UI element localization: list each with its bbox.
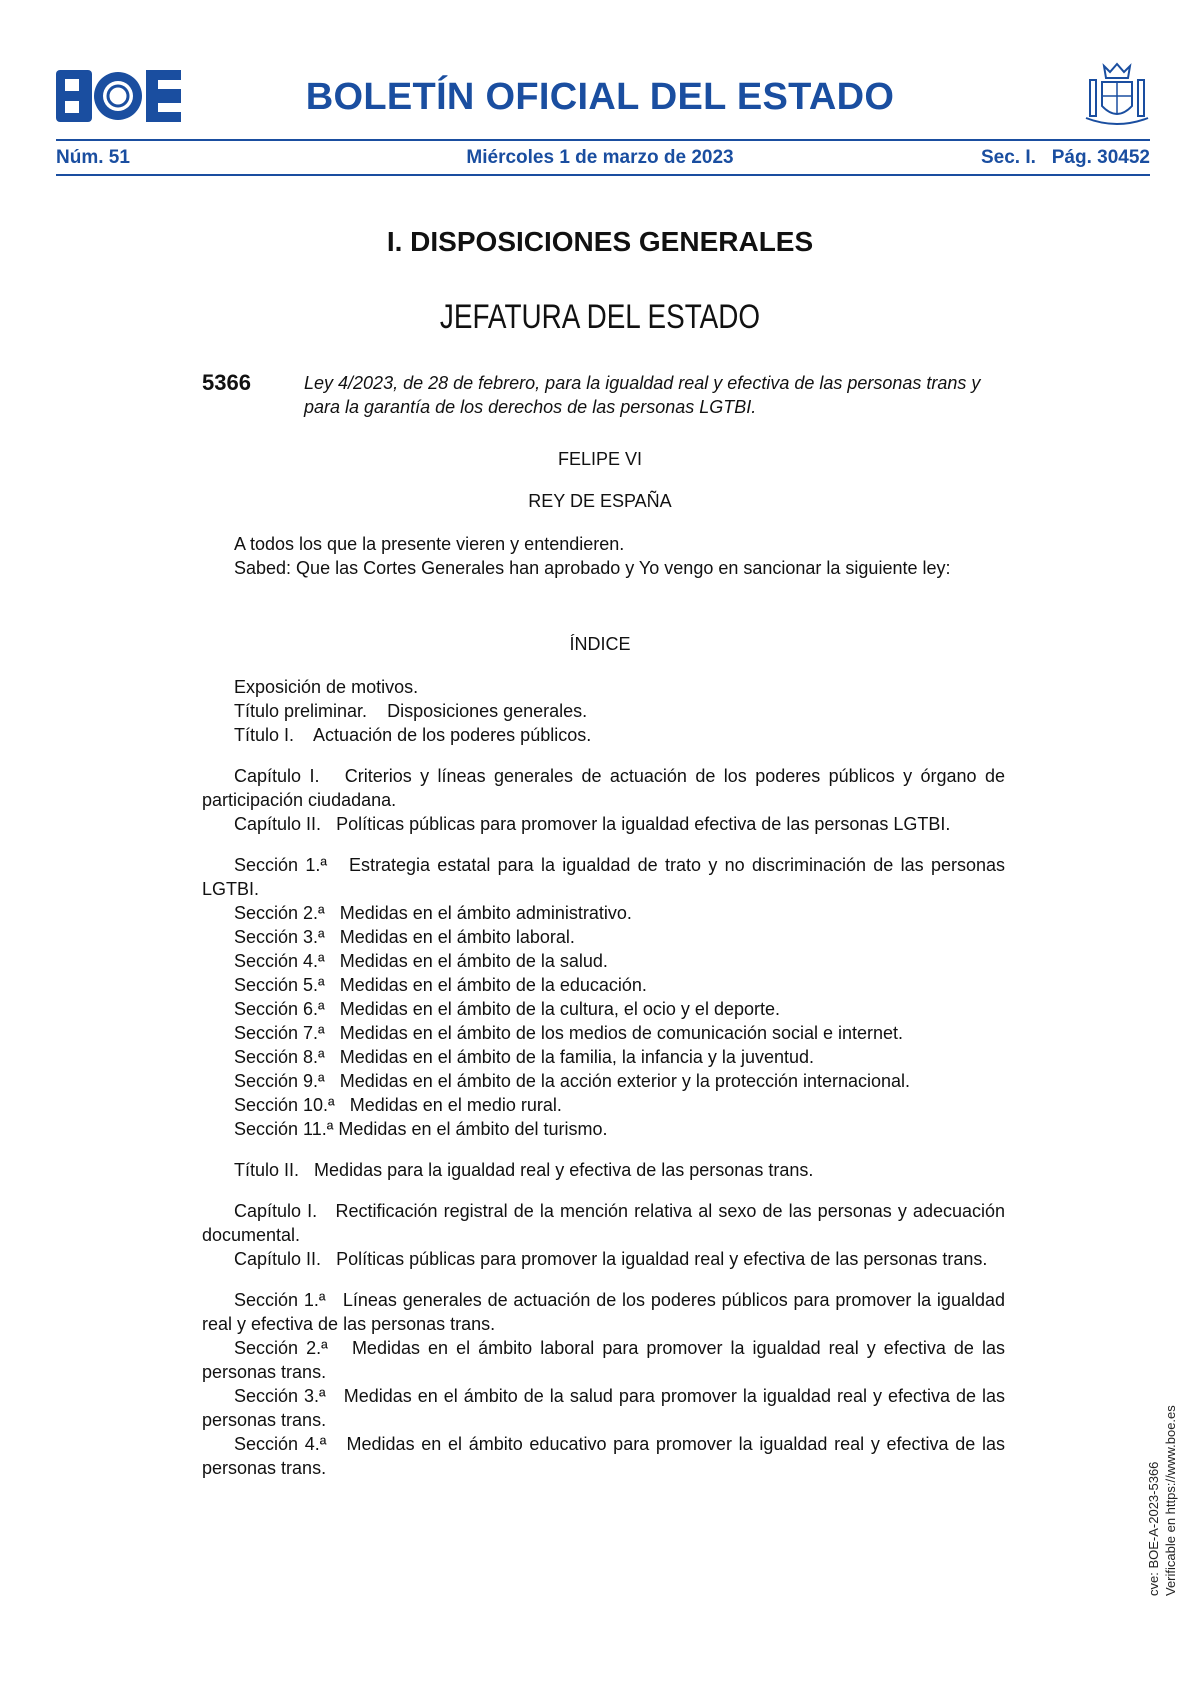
toc-label: Sección 3.ª xyxy=(234,1386,326,1406)
toc-entry xyxy=(202,1093,1005,1117)
toc-entry xyxy=(202,764,1005,812)
issue-date: Miércoles 1 de marzo de 2023 xyxy=(466,147,734,168)
toc-label: Capítulo I. xyxy=(234,1201,318,1221)
header-bottom-rule xyxy=(56,174,1150,176)
toc-entry xyxy=(202,1021,1005,1045)
monarch-title: REY DE ESPAÑA xyxy=(528,491,672,511)
toc-text: Disposiciones generales. xyxy=(387,701,588,721)
index-heading: ÍNDICE xyxy=(569,634,631,654)
toc-label: Sección 2.ª xyxy=(234,903,325,923)
toc-label: Capítulo II. xyxy=(234,1249,322,1269)
toc-text: Medidas en el ámbito de la educación. xyxy=(339,975,647,995)
toc-text: Estrategia estatal para la igualdad de trato y no discriminación de las personas LGTBI. xyxy=(202,855,1005,899)
toc-entry xyxy=(202,1336,1005,1384)
toc-entry xyxy=(202,1069,1005,1093)
toc-entry xyxy=(202,853,1005,901)
law-title: Ley 4/2023, de 28 de febrero, para la igualdad real y efectiva de las personas trans y para la garantía de los derechos de las personas LGTBI. xyxy=(304,373,981,417)
toc-label: Sección 3.ª xyxy=(234,927,325,947)
header-top-rule xyxy=(56,139,1150,141)
toc-text: Medidas en el ámbito de la cultura, el ocio y el deporte. xyxy=(339,999,780,1019)
toc-text: Criterios y líneas generales de actuación de los poderes públicos y órgano de participación ciudadana. xyxy=(202,766,1005,810)
toc-label: Sección 2.ª xyxy=(234,1338,328,1358)
toc-entry xyxy=(202,901,1005,925)
verification-url[interactable]: Verificable en https://www.boe.es xyxy=(1163,1405,1178,1596)
toc-label: Sección 4.ª xyxy=(234,1434,327,1454)
toc-text: Medidas para la igualdad real y efectiva de las personas trans. xyxy=(314,1160,814,1180)
monarch-name: FELIPE VI xyxy=(557,449,643,469)
toc-text: Medidas en el ámbito laboral para promover la igualdad real y efectiva de las personas trans. xyxy=(202,1338,1005,1382)
toc-entry xyxy=(202,949,1005,973)
toc-entry xyxy=(202,1199,1005,1247)
toc-entry xyxy=(202,973,1005,997)
toc-label: Sección 1.ª xyxy=(234,855,328,875)
toc-label: Título II. xyxy=(234,1160,300,1180)
toc-label: Sección 8.ª xyxy=(234,1047,325,1067)
toc-text: Políticas públicas para promover la igualdad efectiva de las personas LGTBI. xyxy=(336,814,951,834)
toc-label: Exposición de motivos. xyxy=(234,677,419,697)
toc-entry xyxy=(202,1117,1005,1141)
toc-label: Sección 5.ª xyxy=(234,975,325,995)
table-of-contents xyxy=(202,675,1005,1480)
toc-text: Medidas en el ámbito de los medios de comunicación social e internet. xyxy=(339,1023,904,1043)
toc-text: Medidas en el ámbito de la salud. xyxy=(339,951,608,971)
toc-text: Medidas en el medio rural. xyxy=(349,1095,562,1115)
toc-text: Medidas en el ámbito administrativo. xyxy=(339,903,632,923)
toc-label: Sección 7.ª xyxy=(234,1023,325,1043)
publication-title: BOLETÍN OFICIAL DEL ESTADO xyxy=(305,76,895,118)
toc-label: Sección 1.ª xyxy=(234,1290,326,1310)
toc-entry xyxy=(202,699,1005,723)
toc-text: Medidas en el ámbito del turismo. xyxy=(338,1119,608,1139)
issue-number: Núm. 51 xyxy=(56,147,130,168)
toc-text: Medidas en el ámbito educativo para promover la igualdad real y efectiva de las personas trans. xyxy=(202,1434,1005,1478)
toc-text: Medidas en el ámbito de la acción exterior y la protección internacional. xyxy=(339,1071,911,1091)
toc-label: Capítulo II. xyxy=(234,814,322,834)
toc-label: Capítulo I. xyxy=(234,766,320,786)
toc-text: Rectificación registral de la mención relativa al sexo de las personas y adecuación documental. xyxy=(202,1201,1006,1245)
toc-label: Sección 9.ª xyxy=(234,1071,325,1091)
toc-entry xyxy=(202,723,1005,747)
toc-label: Título I. xyxy=(234,725,295,745)
toc-label: Sección 11.ª xyxy=(234,1119,334,1139)
cve-code: cve: BOE-A-2023-5366 xyxy=(1146,1461,1161,1596)
toc-label: Sección 6.ª xyxy=(234,999,325,1019)
document-number: 5366 xyxy=(202,370,251,395)
toc-entry xyxy=(202,1432,1005,1480)
section-heading: I. DISPOSICIONES GENERALES xyxy=(386,226,814,257)
toc-entry xyxy=(202,997,1005,1021)
toc-text: Líneas generales de actuación de los poderes públicos para promover la igualdad real y efectiva de las personas trans. xyxy=(202,1290,1005,1334)
toc-entry xyxy=(202,925,1005,949)
intro-paragraph: A todos los que la presente vieren y entendieren. xyxy=(234,534,625,554)
toc-entry xyxy=(202,1288,1005,1336)
toc-text: Medidas en el ámbito de la salud para promover la igualdad real y efectiva de las personas trans. xyxy=(202,1386,1006,1430)
intro-paragraph: Sabed: Que las Cortes Generales han aprobado y Yo vengo en sancionar la siguiente ley: xyxy=(234,558,951,578)
toc-label: Título preliminar. xyxy=(234,701,368,721)
toc-entry xyxy=(202,675,1005,699)
toc-label: Sección 10.ª xyxy=(234,1095,335,1115)
toc-entry xyxy=(202,1158,1005,1182)
toc-text: Medidas en el ámbito laboral. xyxy=(339,927,575,947)
toc-text: Políticas públicas para promover la igualdad real y efectiva de las personas trans. xyxy=(336,1249,988,1269)
toc-entry xyxy=(202,812,1005,836)
toc-entry xyxy=(202,1045,1005,1069)
verification-sidebar xyxy=(1145,1405,1179,1596)
toc-entry xyxy=(202,1247,1005,1271)
toc-label: Sección 4.ª xyxy=(234,951,325,971)
boe-logo xyxy=(56,70,181,122)
coat-of-arms-icon xyxy=(1084,60,1150,132)
toc-text: Actuación de los poderes públicos. xyxy=(313,725,592,745)
toc-entry xyxy=(202,1384,1005,1432)
intro-text xyxy=(202,532,1005,580)
toc-text: Medidas en el ámbito de la familia, la infancia y la juventud. xyxy=(339,1047,815,1067)
issuing-authority: JEFATURA DEL ESTADO xyxy=(439,298,761,336)
section-page: Sec. I. Pág. 30452 xyxy=(981,147,1150,168)
